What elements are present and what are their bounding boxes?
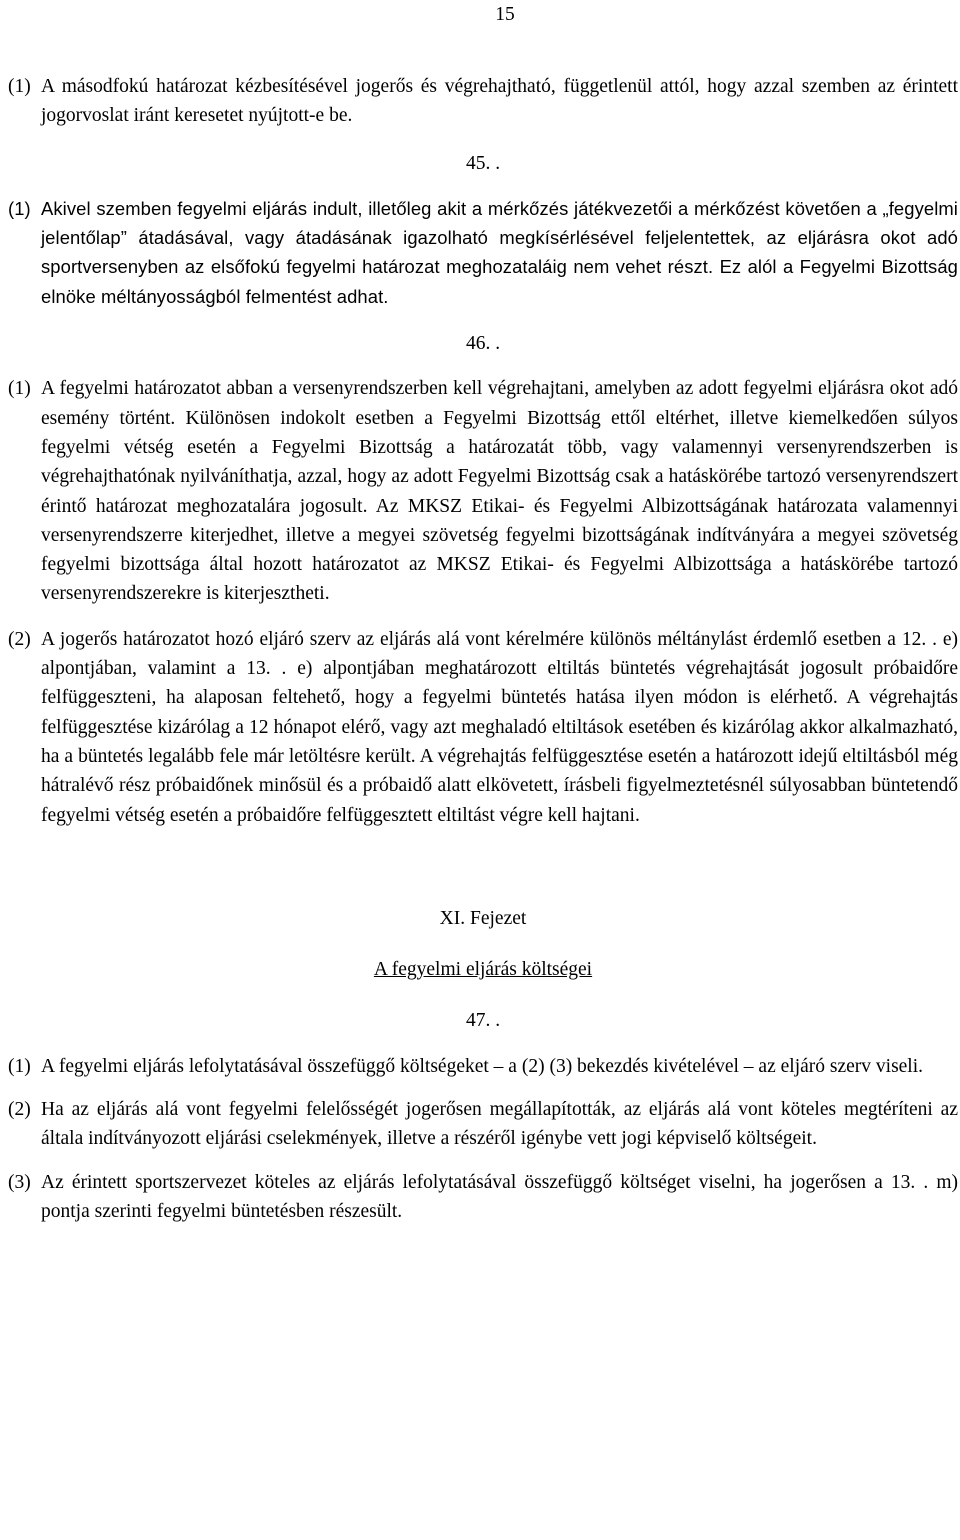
paragraph-text: A fegyelmi eljárás lefolytatásával összefüggő költségeket – a (2) (3) bekezdés kivételével – az eljáró szerv viseli. <box>41 1055 924 1077</box>
paragraph-number: (3) <box>8 1171 31 1193</box>
paragraph-text: A másodfokú határozat kézbesítésével jogerős és végrehajtható, függetlenül attól, hogy azzal szemben az érintett jogorvoslat iránt keresetet nyújtott-e be. <box>41 76 958 127</box>
paragraph-46-1 <box>8 374 958 608</box>
section-number-47: 47. . <box>465 1010 501 1032</box>
paragraph-text: Ha az eljárás alá vont fegyelmi felelősségét jogerősen megállapították, az eljárás alá vont köteles megtéríteni az általa indítványozott eljárási cselekmények, illetve a részéről igénybe vett jogi képviselő költségeit. <box>41 1099 958 1150</box>
paragraph-text: A fegyelmi határozatot abban a versenyrendszerben kell végrehajtani, amelyben az adott fegyelmi eljárásra okot adó esemény történt. Különösen indokolt esetben a Fegyelmi Bizottság ettől eltérhet, illetve kiemelkedően súlyos fegyelmi vétség esetén a Fegyelmi Bizottság a határozatát több, vagy valamennyi versenyrendszerben is végrehajthatónak nyilváníthatja, azzal, hogy az adott Fegyelmi Bizottság csak a hatáskörébe tartozó versenyrendszert érintő határozat meghozatalára jogosult. Az MKSZ Etikai- és Fegyelmi Albizottságának határozata valamennyi versenyrendszerre kiterjedhet, illetve a megyei szövetség fegyelmi bizottságának indítványára a megyei szövetség fegyelmi bizottsága által hozott határozatot az MKSZ Etikai- és Fegyelmi Albizottsága a hatáskörébe tartozó versenyrendszerekre is kiterjesztheti. <box>41 378 958 605</box>
paragraph-text: A jogerős határozatot hozó eljáró szerv az eljárás alá vont kérelmére különös méltánylást érdemlő esetben a 12. . e) alpontjában, valamint a 13. . e) alpontjában meghatározott eltiltás büntetés végrehajtását jogosult próbaidőre felfüggeszteni, ha alaposan feltehető, hogy a fegyelmi büntetés hatása ilyen módon is elérhető. A végrehajtás felfüggesztése kizárólag a 12 hónapot elérő, vagy azt meghaladó eltiltások esetében és kizárólag akkor alkalmazható, ha a büntetés legalább fele már letöltésre került. A végrehajtás felfüggesztése esetén a határozott idejű eltiltásból még hátralévő rész próbaidőnek minősül és a próbaidő alatt elkövetett, írásbeli figyelmeztetésnél súlyosabban büntetendő fegyelmi vétség esetén a próbaidőre felfüggesztett eltiltást végre kell hajtani. <box>41 628 958 826</box>
paragraph-number: (2) <box>8 1099 31 1121</box>
paragraph-46-2 <box>8 625 958 830</box>
paragraph-number: (1) <box>8 197 31 219</box>
chapter-heading: XI. Fejezet <box>439 907 527 929</box>
chapter-title <box>8 955 958 984</box>
document-body <box>8 72 958 1226</box>
page-number: 15 <box>495 4 515 25</box>
paragraph-text: Akivel szemben fegyelmi eljárás indult, illetőleg akit a mérkőzés játékvezetői a mérkőzést követően a „fegyelmi jelentőlap” átadásával, vagy átadásának igazolható megkísérlésével feljelentettek, az eljárásra okot adó sportversenyben az elsőfokú fegyelmi határozat meghozataláig nem vehet részt. Ez alól a Fegyelmi Bizottság elnöke méltányosságból felmentést adhat. <box>41 197 958 307</box>
paragraph-47-1 <box>8 1052 958 1081</box>
paragraph-number: (1) <box>8 76 31 97</box>
paragraph-45-1 <box>8 194 958 311</box>
paragraph-47-2 <box>8 1095 958 1154</box>
chapter-title-text: A fegyelmi eljárás költségei <box>373 959 593 981</box>
paragraph-44-1 <box>8 72 958 131</box>
paragraph-47-3 <box>8 1168 958 1227</box>
paragraph-text: Az érintett sportszervezet köteles az eljárás lefolytatásával összefüggő költséget viselni, ha jogerősen a 13. . m) pontja szerinti fegyelmi büntetésben részesült. <box>41 1171 958 1222</box>
section-number-45: 45. . <box>465 152 501 174</box>
paragraph-number: (1) <box>8 378 31 400</box>
paragraph-number: (1) <box>8 1055 31 1077</box>
paragraph-number: (2) <box>8 628 31 650</box>
section-number-46: 46. . <box>465 333 501 355</box>
